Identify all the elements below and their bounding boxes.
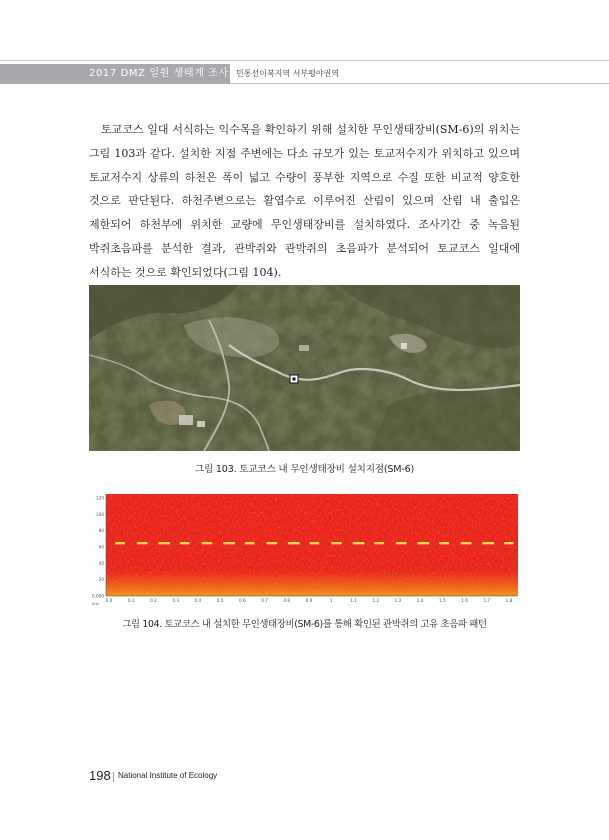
header-top-rule	[0, 60, 609, 61]
spectrogram-x-tick: 0.8	[283, 598, 291, 603]
figure-103-caption: 그림 103. 토교코스 내 무인생태장비 설치지점(SM-6)	[194, 464, 415, 475]
ultrasonic-call-pulse	[115, 542, 125, 544]
body-paragraph: 토교코스 일대 서식하는 익수목을 확인하기 위해 설치한 무인생태장비(SM-6)의 위치는 그림 103과 같다. 설치한 지점 주변에는 다소 규모가 있는 토교저수지가 위치하고 있으며 토교저수지 상류의 하천은 폭이 넓고 수량이 풍부한 지역으로 수질 또한 비교적 양호한 것으로 판단된다. 하천주변으로는 활엽수로 이루어진 산림이 있으며 산림 내 출입은 제한되어 하천부에 위치한 교량에 무인생태장비를 설치하였다. 조사기간 중 녹음된 박쥐초음파를 분석한 결과, 관박쥐와 관박쥐의 초음파가 분석되어 토교코스 일대에 서식하는 것으로 확인되었다(그림 104).	[89, 123, 520, 279]
footer-separator	[113, 772, 114, 782]
ultrasonic-call-pulse	[396, 542, 407, 544]
spectrogram-x-tick: 1.2	[372, 598, 380, 603]
header-series-title: 2017 DMZ 일원 생태계 조사	[89, 68, 229, 79]
spectrogram-x-tick: 1.8	[505, 598, 513, 603]
ultrasonic-call-pulse	[180, 542, 190, 544]
ultrasonic-call-pulse	[331, 542, 342, 544]
spectrogram-y-tick: 80	[98, 528, 104, 534]
ultrasonic-call-pulse	[461, 542, 472, 544]
ultrasonic-call-pulse	[288, 542, 300, 544]
ultrasonic-call-pulse	[482, 542, 494, 544]
spectrogram-x-tick: 0.4	[194, 598, 202, 603]
spectrogram-x-tick: 1.7	[483, 598, 491, 603]
spectrogram-x-tick: 1.6	[461, 598, 468, 603]
header-bottom-rule	[230, 83, 609, 84]
figure-104-caption: 그림 104. 토교코스 내 설치한 무인생태장비(SM-6)를 통해 확인된 관박쥐의 고유 초음파 패턴	[122, 619, 487, 630]
ultrasonic-call-pulse	[504, 542, 514, 544]
header-section-title: 민통선이북지역 서부평야권역	[236, 69, 340, 78]
page-number: 198	[89, 768, 111, 783]
spectrogram-x-tick: 0.6	[238, 598, 246, 603]
ultrasonic-call-pulse	[223, 542, 235, 544]
ultrasonic-call-pulse	[439, 542, 449, 544]
ultrasonic-call-pulse	[309, 542, 319, 544]
ultrasonic-call-pulse	[374, 542, 384, 544]
ultrasonic-call-pulse	[266, 542, 277, 544]
figure-104-spectrogram	[89, 492, 520, 608]
camera-marker-icon	[290, 375, 298, 383]
spectrogram-x-tick: 1.4	[416, 598, 424, 603]
spectrogram-y-tick: 0.000	[92, 593, 104, 599]
spectrogram-x-tick: 0.7	[261, 598, 268, 603]
spectrogram-y-tick: 100	[96, 511, 104, 517]
spectrogram-y-tick: 40	[98, 560, 104, 566]
spectrogram-x-tick: 0.2	[150, 598, 157, 603]
spectrogram-y-tick: 120	[96, 495, 104, 501]
spectrogram-y-tick: 60	[98, 544, 104, 550]
ultrasonic-call-pulse	[201, 542, 212, 544]
spectrogram-x-tick: 1.3	[394, 598, 402, 603]
spectrogram-x-tick: 0.3	[172, 598, 180, 603]
ultrasonic-call-pulse	[137, 542, 148, 544]
ultrasonic-call-pulse	[158, 542, 170, 544]
ultrasonic-call-pulse	[353, 542, 365, 544]
ultrasonic-call-pulse	[417, 542, 429, 544]
spectrogram-x-tick: 1	[329, 598, 333, 603]
spectrogram-y-tick: 20	[98, 577, 104, 583]
spectrogram-x-tick: 0.9	[305, 598, 313, 603]
ultrasonic-call-pulse	[245, 542, 255, 544]
footer-institute: National Institute of Ecology	[118, 771, 218, 780]
spectrogram-x-tick: 0.0	[105, 598, 113, 603]
spectrogram-x-tick: 0.5	[216, 598, 224, 603]
spectrogram-y-unit: kHz	[92, 601, 100, 606]
figure-103-satellite-image	[89, 285, 520, 451]
spectrogram-x-tick: 0.1	[127, 598, 135, 603]
spectrogram-x-tick: 1.5	[438, 598, 446, 603]
spectrogram-x-tick: 1.1	[350, 598, 357, 603]
